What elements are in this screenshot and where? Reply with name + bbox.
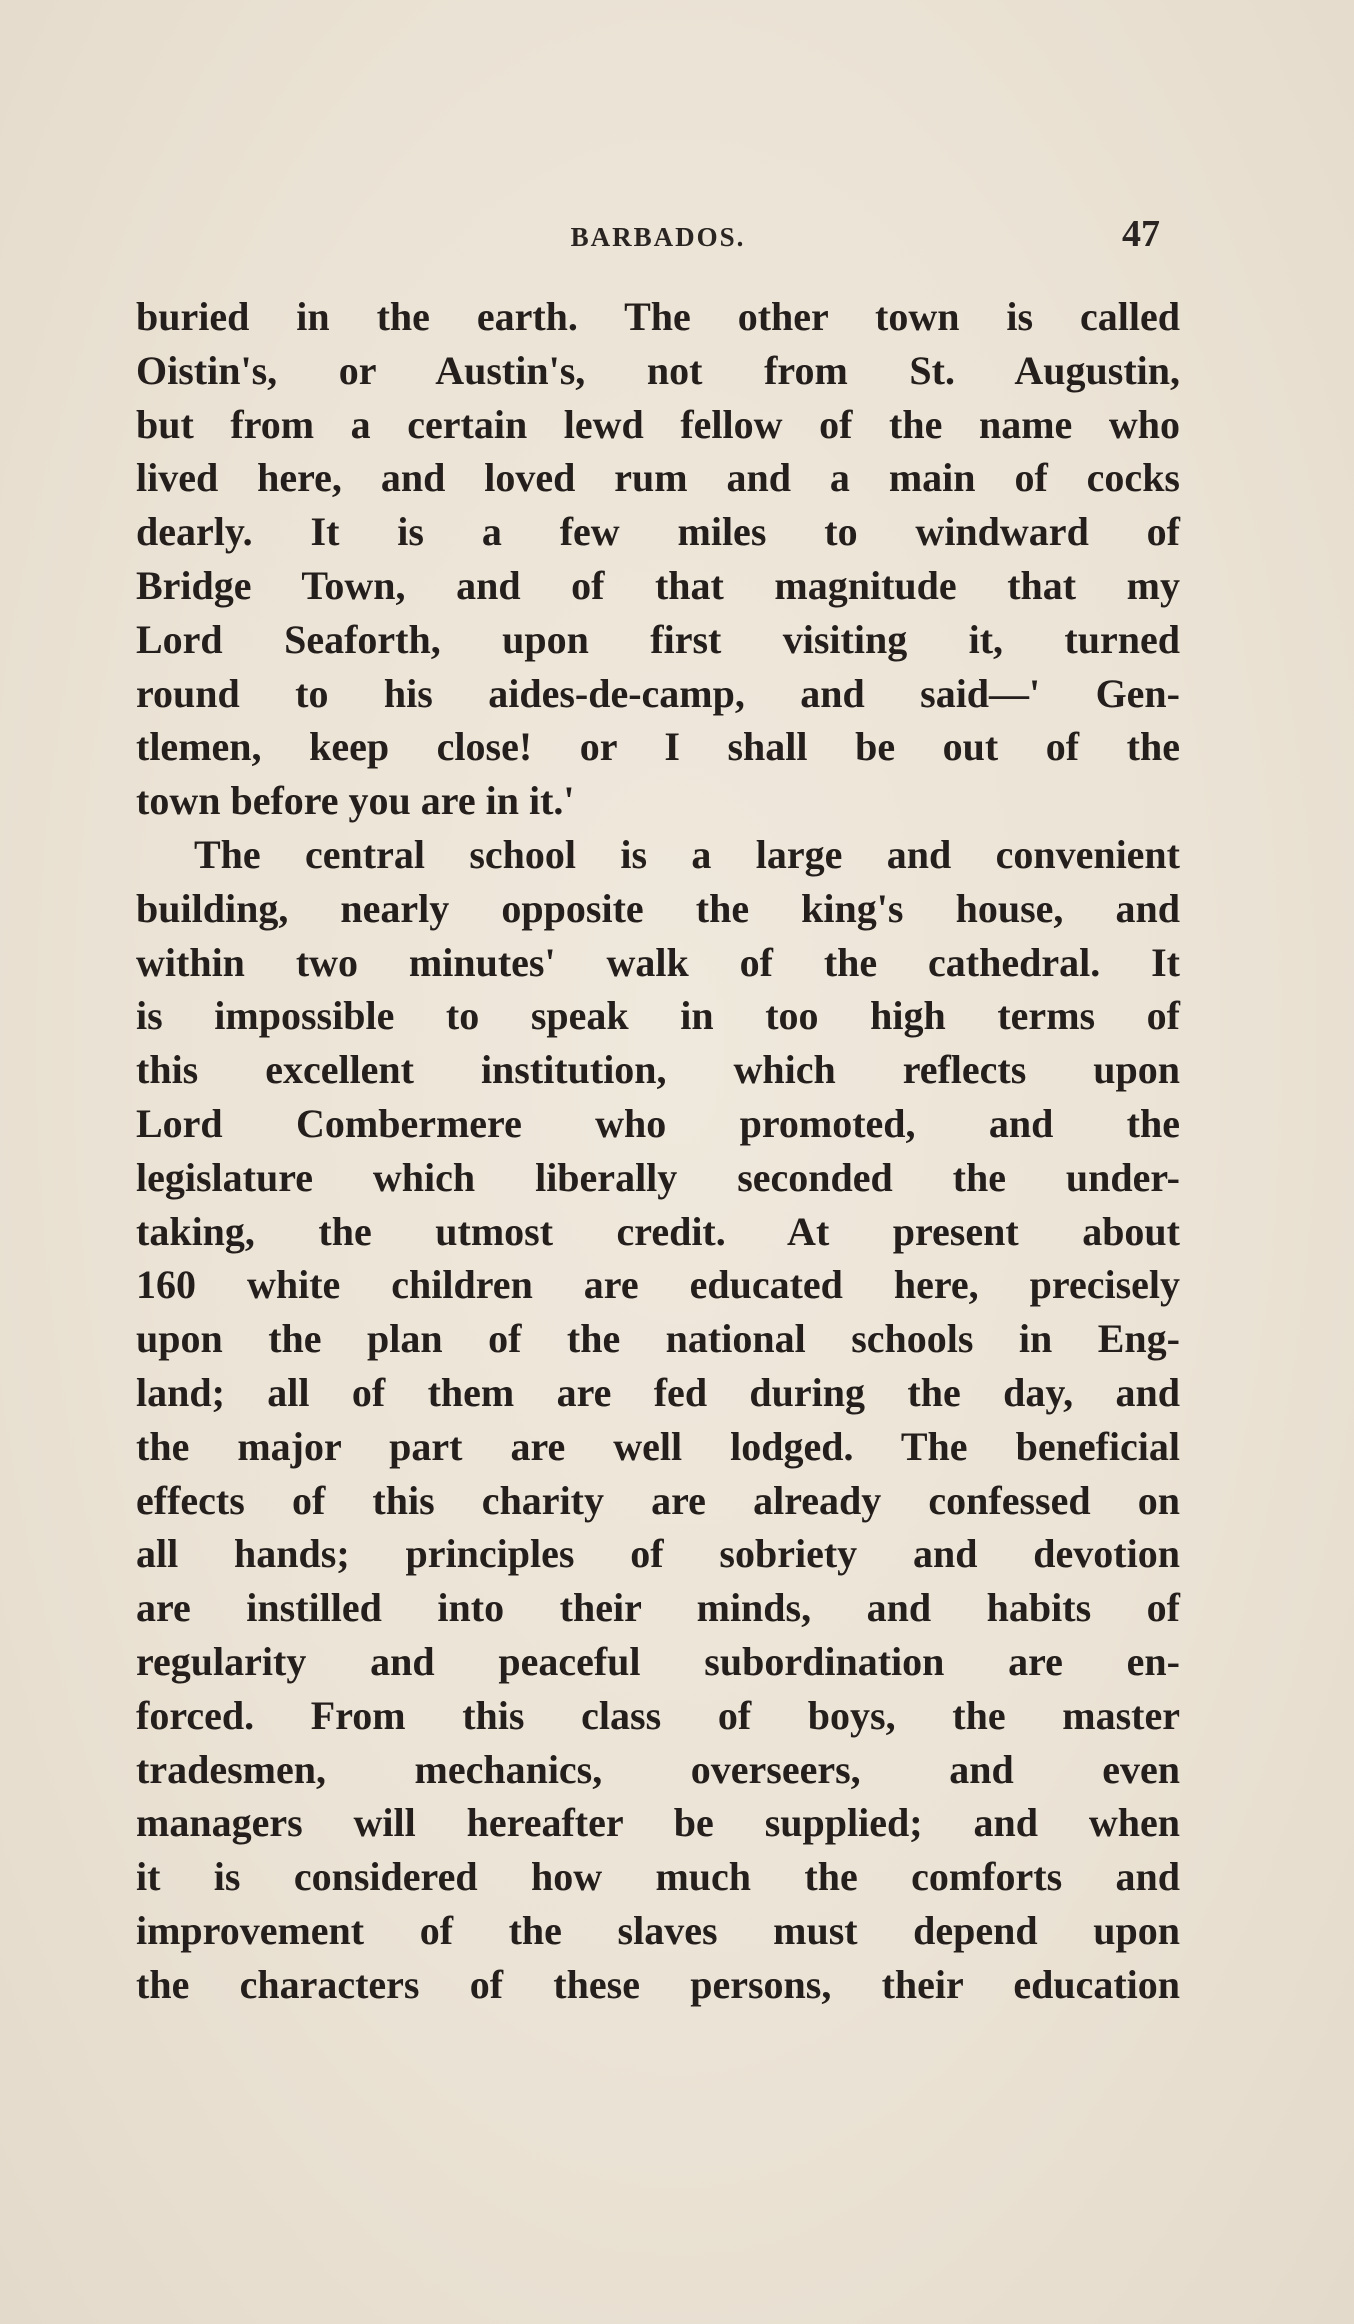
text-line: taking, the utmost credit. At present about bbox=[136, 1208, 1180, 1254]
text-line: Lord Combermere who promoted, and the bbox=[136, 1100, 1180, 1146]
running-head bbox=[136, 212, 1180, 262]
text-line: it is considered how much the comforts and bbox=[136, 1854, 1180, 1900]
text-line: is impossible to speak in too high terms of bbox=[136, 993, 1180, 1039]
text-line: this excellent institution, which reflects upon bbox=[136, 1047, 1180, 1093]
text-line: are instilled into their minds, and habits of bbox=[136, 1585, 1180, 1631]
text-line: Oistin's, or Austin's, not from St. Augustin, bbox=[136, 347, 1180, 393]
text-line: but from a certain lewd fellow of the name who bbox=[136, 401, 1180, 447]
text-line: upon the plan of the national schools in Eng- bbox=[136, 1316, 1180, 1362]
text-line: regularity and peaceful subordination are en- bbox=[136, 1638, 1180, 1684]
running-title: BARBADOS. bbox=[570, 222, 746, 252]
text-line: land; all of them are fed during the day, and bbox=[136, 1369, 1180, 1415]
text-line: dearly. It is a few miles to windward of bbox=[136, 509, 1180, 555]
text-line: Lord Seaforth, upon first visiting it, turned bbox=[136, 616, 1180, 662]
text-line: 160 white children are educated here, precisely bbox=[136, 1262, 1180, 1308]
text-line: round to his aides-de-camp, and said—' Gen- bbox=[136, 670, 1180, 716]
text-line: lived here, and loved rum and a main of cocks bbox=[136, 455, 1180, 501]
text-line: tradesmen, mechanics, overseers, and even bbox=[136, 1746, 1180, 1792]
text-line: The central school is a large and convenient bbox=[194, 831, 1180, 877]
text-line: Bridge Town, and of that magnitude that my bbox=[136, 562, 1180, 608]
text-line: managers will hereafter be supplied; and when bbox=[136, 1800, 1180, 1846]
text-line: all hands; principles of sobriety and devotion bbox=[136, 1531, 1180, 1577]
text-line: building, nearly opposite the king's house, and bbox=[136, 885, 1180, 931]
text-line: forced. From this class of boys, the master bbox=[136, 1692, 1180, 1738]
text-line: the characters of these persons, their education bbox=[136, 1961, 1180, 2007]
text-line: effects of this charity are already confessed on bbox=[136, 1477, 1180, 1523]
text-line: improvement of the slaves must depend upon bbox=[136, 1907, 1180, 1953]
text-line: town before you are in it.' bbox=[136, 778, 575, 824]
page-number: 47 bbox=[1122, 213, 1160, 255]
body-text bbox=[136, 290, 1180, 2012]
text-line: buried in the earth. The other town is called bbox=[136, 294, 1180, 339]
text-line: within two minutes' walk of the cathedral. It bbox=[136, 939, 1180, 985]
text-line: legislature which liberally seconded the under- bbox=[136, 1154, 1180, 1200]
text-line: tlemen, keep close! or I shall be out of the bbox=[136, 724, 1180, 770]
text-line: the major part are well lodged. The beneficial bbox=[136, 1423, 1180, 1469]
